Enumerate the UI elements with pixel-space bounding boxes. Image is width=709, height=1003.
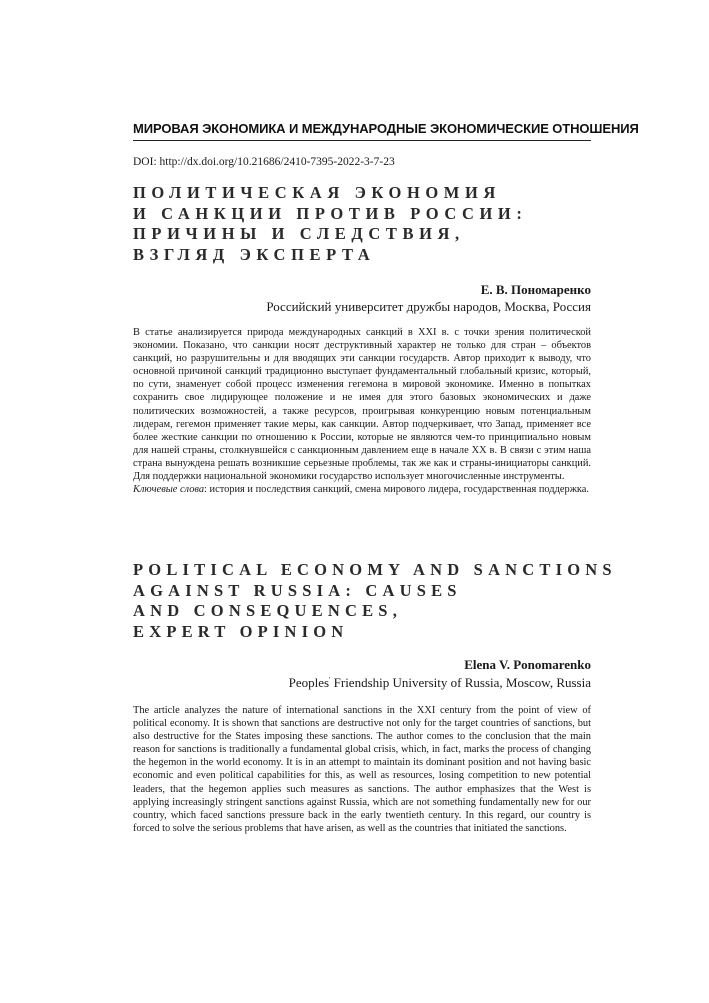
journal-section-heading: МИРОВАЯ ЭКОНОМИКА И МЕЖДУНАРОДНЫЕ ЭКОНОМИЧЕСКИЕ ОТНОШЕНИЯ: [133, 121, 639, 136]
title-en-line: AND CONSEQUENCES,: [133, 601, 403, 620]
author-name-en: Elena V. Ponomarenko: [464, 657, 591, 672]
keywords-label: Ключевые слова: [133, 484, 205, 496]
affiliation-en-part: Peoples: [288, 675, 330, 690]
title-ru-line: ПОЛИТИЧЕСКАЯ ЭКОНОМИЯ: [133, 183, 501, 202]
author-name-ru: Е. В. Пономаренко: [480, 282, 591, 297]
section-divider: [133, 140, 591, 141]
doi-line: DOI: http://dx.doi.org/10.21686/2410-7395-2022-3-7-23: [133, 156, 395, 168]
affiliation-ru: Российский университет дружбы народов, Москва, Россия: [266, 299, 591, 314]
article-title-en: [133, 560, 617, 642]
keywords-ru: [133, 483, 591, 496]
title-ru-line: И САНКЦИИ ПРОТИВ РОССИИ:: [133, 203, 528, 223]
keywords-text: : история и последствия санкций, смена мирового лидера, государственная поддержка.: [204, 484, 589, 496]
abstract-ru-text: В статье анализируется природа международных санкций в XXI в. с точки зрения политической экономии. Показано, что санкции носят деструктивный характер не только для стран – объектов санкций, но разрушительны и для вводящих эти санкции государств. Автор приходит к выводу, что основной причиной санкций традиционно выступает фундаментальный глобальный кризис, который, по сути, знаменует собой процесс изменения гегемона в мировой экономике. Именно в попытках сохранить свое лидирующее положение и не имея для этого базовых экономических и даже политических возможностей, а также ресурсов, проигрывая конкуренцию новым потенциальным лидерам, гегемон применяет такие меры, как санкции. Автор подчеркивает, что Запад, применяет все более жесткие санкции по отношению к России, которые не являются чем-то принципиально новым для нашей страны, столкнувшейся с санкционным давлением еще в начале XX в. В связи с этим наша страна вынуждена решать возникшие серьезные проблемы, так же как и страны-инициаторы санкций. Для поддержки национальной экономики государство использует многочисленные инструменты.: [133, 327, 591, 483]
affiliation-en: [289, 675, 591, 691]
title-en-line: AGAINST RUSSIA: CAUSES: [133, 580, 462, 600]
title-en-line: EXPERT OPINION: [133, 621, 349, 641]
article-title-ru: [133, 183, 603, 265]
abstract-en: [133, 704, 591, 835]
abstract-ru: [133, 326, 591, 496]
affiliation-en-mark: ': [329, 676, 331, 684]
title-ru-line: ПРИЧИНЫ И СЛЕДСТВИЯ,: [133, 224, 465, 243]
title-en-line: POLITICAL ECONOMY AND SANCTIONS: [133, 560, 617, 579]
abstract-en-text: The article analyzes the nature of international sanctions in the XXI century from the point of view of political economy. It is shown that sanctions are destructive not only for the target countries of sanctions, but also destructive for the States imposing these sanctions. The author comes to the conclusion that the main reason for sanctions is traditionally a fundamental global crisis, which, in fact, marks the process of changing the hegemon in the world economy. It is in an attempt to maintain its dominant position and not having basic economic and even political capabilities for this, as well as resources, losing competition to new potential leaders, that the hegemon applies such measures as sanctions. The author emphasizes that the West is applying increasingly stringent sanctions against Russia, which are not something fundamentally new for our country, which faced sanctions pressure back in the early twentieth century. In this regard, our country is forced to solve the serious problems that have arisen, as well as the countries that initiated the sanctions.: [133, 705, 591, 834]
title-ru-line: ВЗГЛЯД ЭКСПЕРТА: [133, 244, 376, 264]
affiliation-en-rest: Friendship University of Russia, Moscow, Russia: [330, 675, 591, 690]
